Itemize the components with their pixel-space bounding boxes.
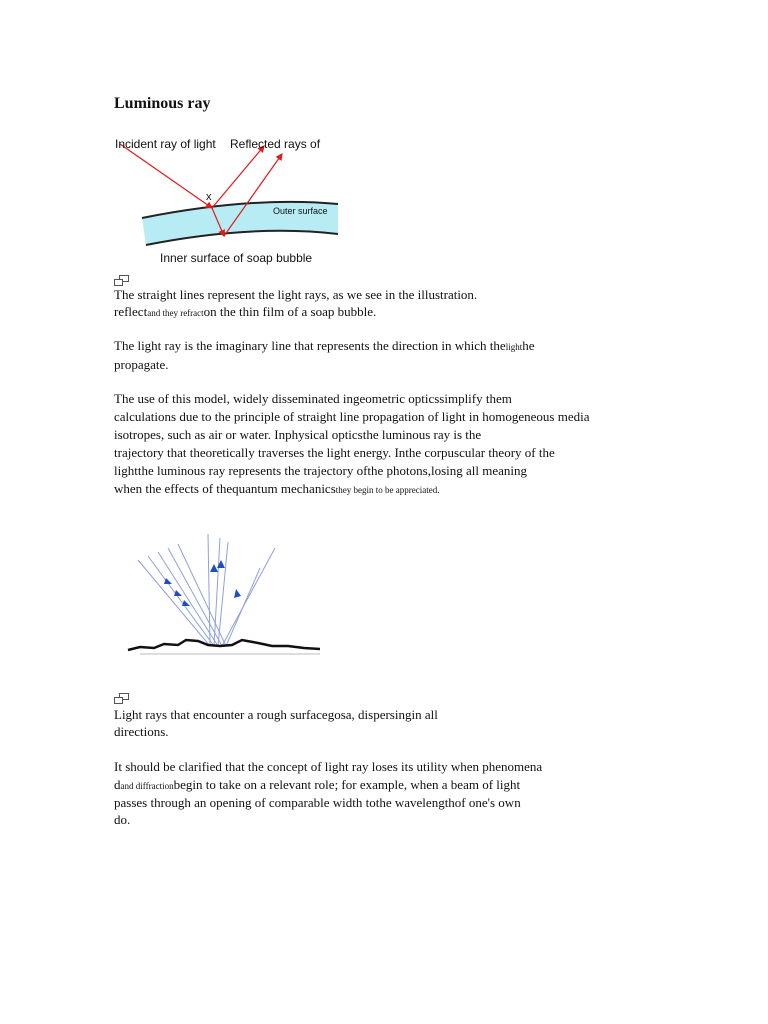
soap-bubble-diagram <box>112 132 340 268</box>
paragraph-3-line-3: isotropes, such as air or water. Inphysical opticsthe luminous ray is the <box>114 427 482 442</box>
reflected-ray-outer <box>212 146 264 208</box>
paragraph-4-line-2: directions. <box>114 724 169 739</box>
paragraph-3-line-4: trajectory that theoretically traverses the light energy. Inthe corpuscular theory of the <box>114 445 555 460</box>
outer-surface-label: Outer surface <box>273 206 328 216</box>
incident-label: Incident ray of light <box>115 137 216 151</box>
paragraph-5-line-3: passes through an opening of comparable width tothe wavelengthof one's own <box>114 795 521 810</box>
inner-surface-label: Inner surface of soap bubble <box>160 251 313 265</box>
paragraph-5-line-2: dand diffractionbegin to take on a relevant role; for example, when a beam of light <box>114 777 521 792</box>
paragraph-2-line-2: propagate. <box>114 357 169 372</box>
paragraph-5-line-4: do. <box>114 812 131 827</box>
paragraph-3-line-6: when the effects of thequantum mechanicsthey begin to be appreciated. <box>114 481 440 496</box>
paragraph-4-line-1: Light rays that encounter a rough surfacegosa, dispersingin all <box>114 707 438 722</box>
paragraph-3-line-1: The use of this model, widely disseminated ingeometric opticssimplify them <box>114 391 512 406</box>
paragraph-3-line-2: calculations due to the principle of straight line propagation of light in homogeneous media <box>114 409 590 424</box>
rough-surface-diagram <box>120 528 326 662</box>
expand-image-icon[interactable] <box>114 693 130 704</box>
expand-image-icon[interactable] <box>114 275 130 286</box>
incident-ray <box>120 144 212 208</box>
x-label: x <box>206 191 212 203</box>
paragraph-1-line-1: The straight lines represent the light rays, as we see in the illustration. <box>114 287 478 302</box>
paragraph-5-line-1: It should be clarified that the concept of light ray loses its utility when phenomena <box>114 759 543 774</box>
paragraph-3-line-5: lightthe luminous ray represents the trajectory ofthe photons,losing all meaning <box>114 463 528 478</box>
paragraph-2-line-1: The light ray is the imaginary line that represents the direction in which thelighthe <box>114 338 535 353</box>
page-title: Luminous ray <box>114 95 211 112</box>
reflected-label: Reflected rays of <box>230 137 321 151</box>
paragraph-1-line-2: reflectand they refracton the thin film of a soap bubble. <box>114 304 377 319</box>
